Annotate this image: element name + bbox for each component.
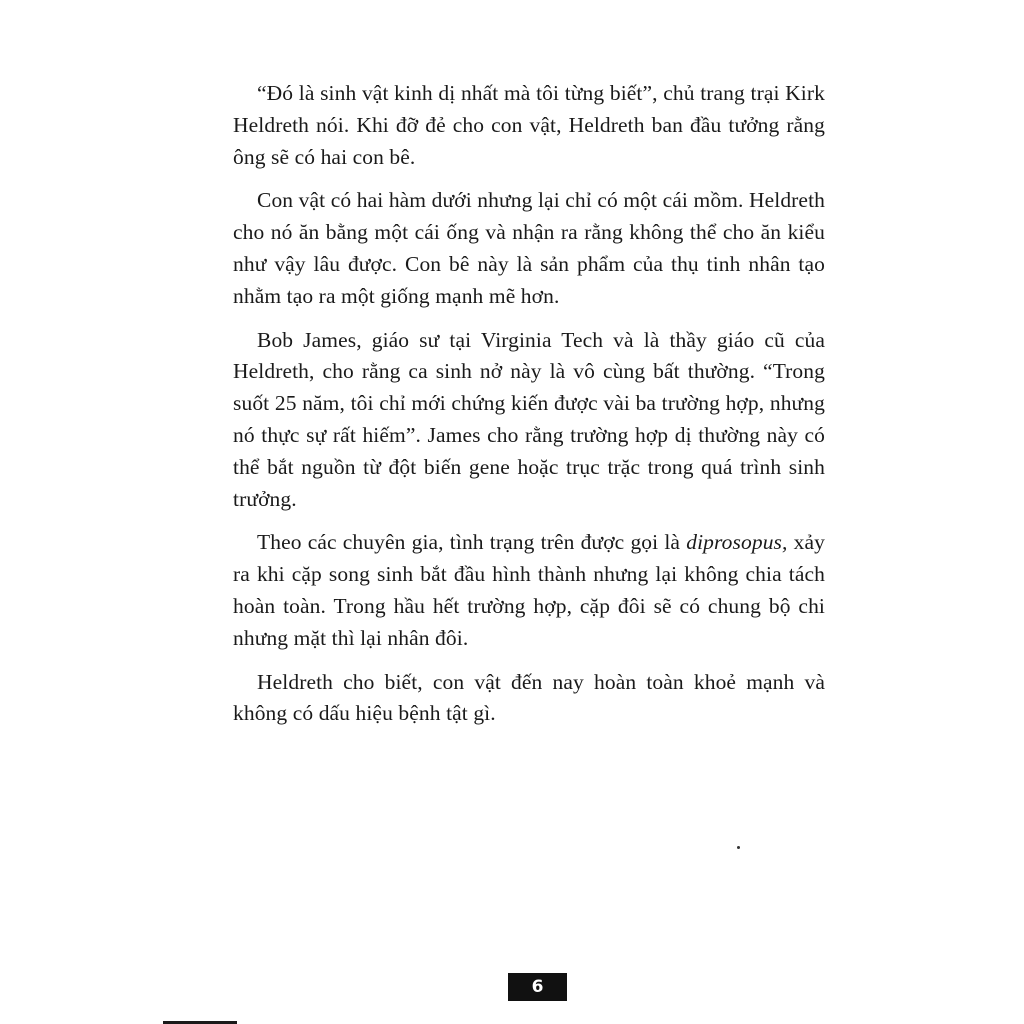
paragraph-4-start: Theo các chuyên gia, tình trạng trên được gọi là (257, 530, 687, 555)
paragraph-1: “Đó là sinh vật kinh dị nhất mà tôi từng biết”, chủ trang trại Kirk Heldreth nói. Khi đỡ đẻ cho con vật, Heldreth ban đầu tưởng rằng ông sẽ có hai con bê. (233, 81, 825, 169)
paragraph-4 (233, 527, 825, 654)
paragraph-4-end: xảy ra khi cặp song sinh bắt đầu hình thành nhưng lại không chia tách hoàn toàn. Trong hầu hết trường hợp, cặp đôi sẽ có chung bộ chi nhưng mặt thì lại nhân đôi. (233, 530, 825, 650)
paragraph-3: Bob James, giáo sư tại Virginia Tech và là thầy giáo cũ của Heldreth, cho rằng ca sinh nở này là vô cùng bất thường. “Trong suốt 25 năm, tôi chỉ mới chứng kiến được vài ba trường hợp, nhưng nó thực sự rất hiếm”. James cho rằng trường hợp dị thường này có thể bắt nguồn từ đột biến gene hoặc trục trặc trong quá trình sinh trưởng. (233, 327, 825, 511)
paragraph-5: Heldreth cho biết, con vật đến nay hoàn toàn khoẻ mạnh và không có dấu hiệu bệnh tật gì. (233, 669, 825, 726)
body-text (233, 78, 825, 742)
page-number: 6 (508, 973, 567, 1001)
paragraph-2: Con vật có hai hàm dưới nhưng lại chỉ có một cái mồm. Heldreth cho nó ăn bằng một cái ống và nhận ra rằng không thể cho ăn kiểu như vậy lâu được. Con bê này là sản phẩm của thụ tinh nhân tạo nhằm tạo ra một giống mạnh mẽ hơn. (233, 188, 825, 308)
italic-term: diprosopus, (686, 530, 788, 555)
ink-speck (737, 846, 740, 849)
